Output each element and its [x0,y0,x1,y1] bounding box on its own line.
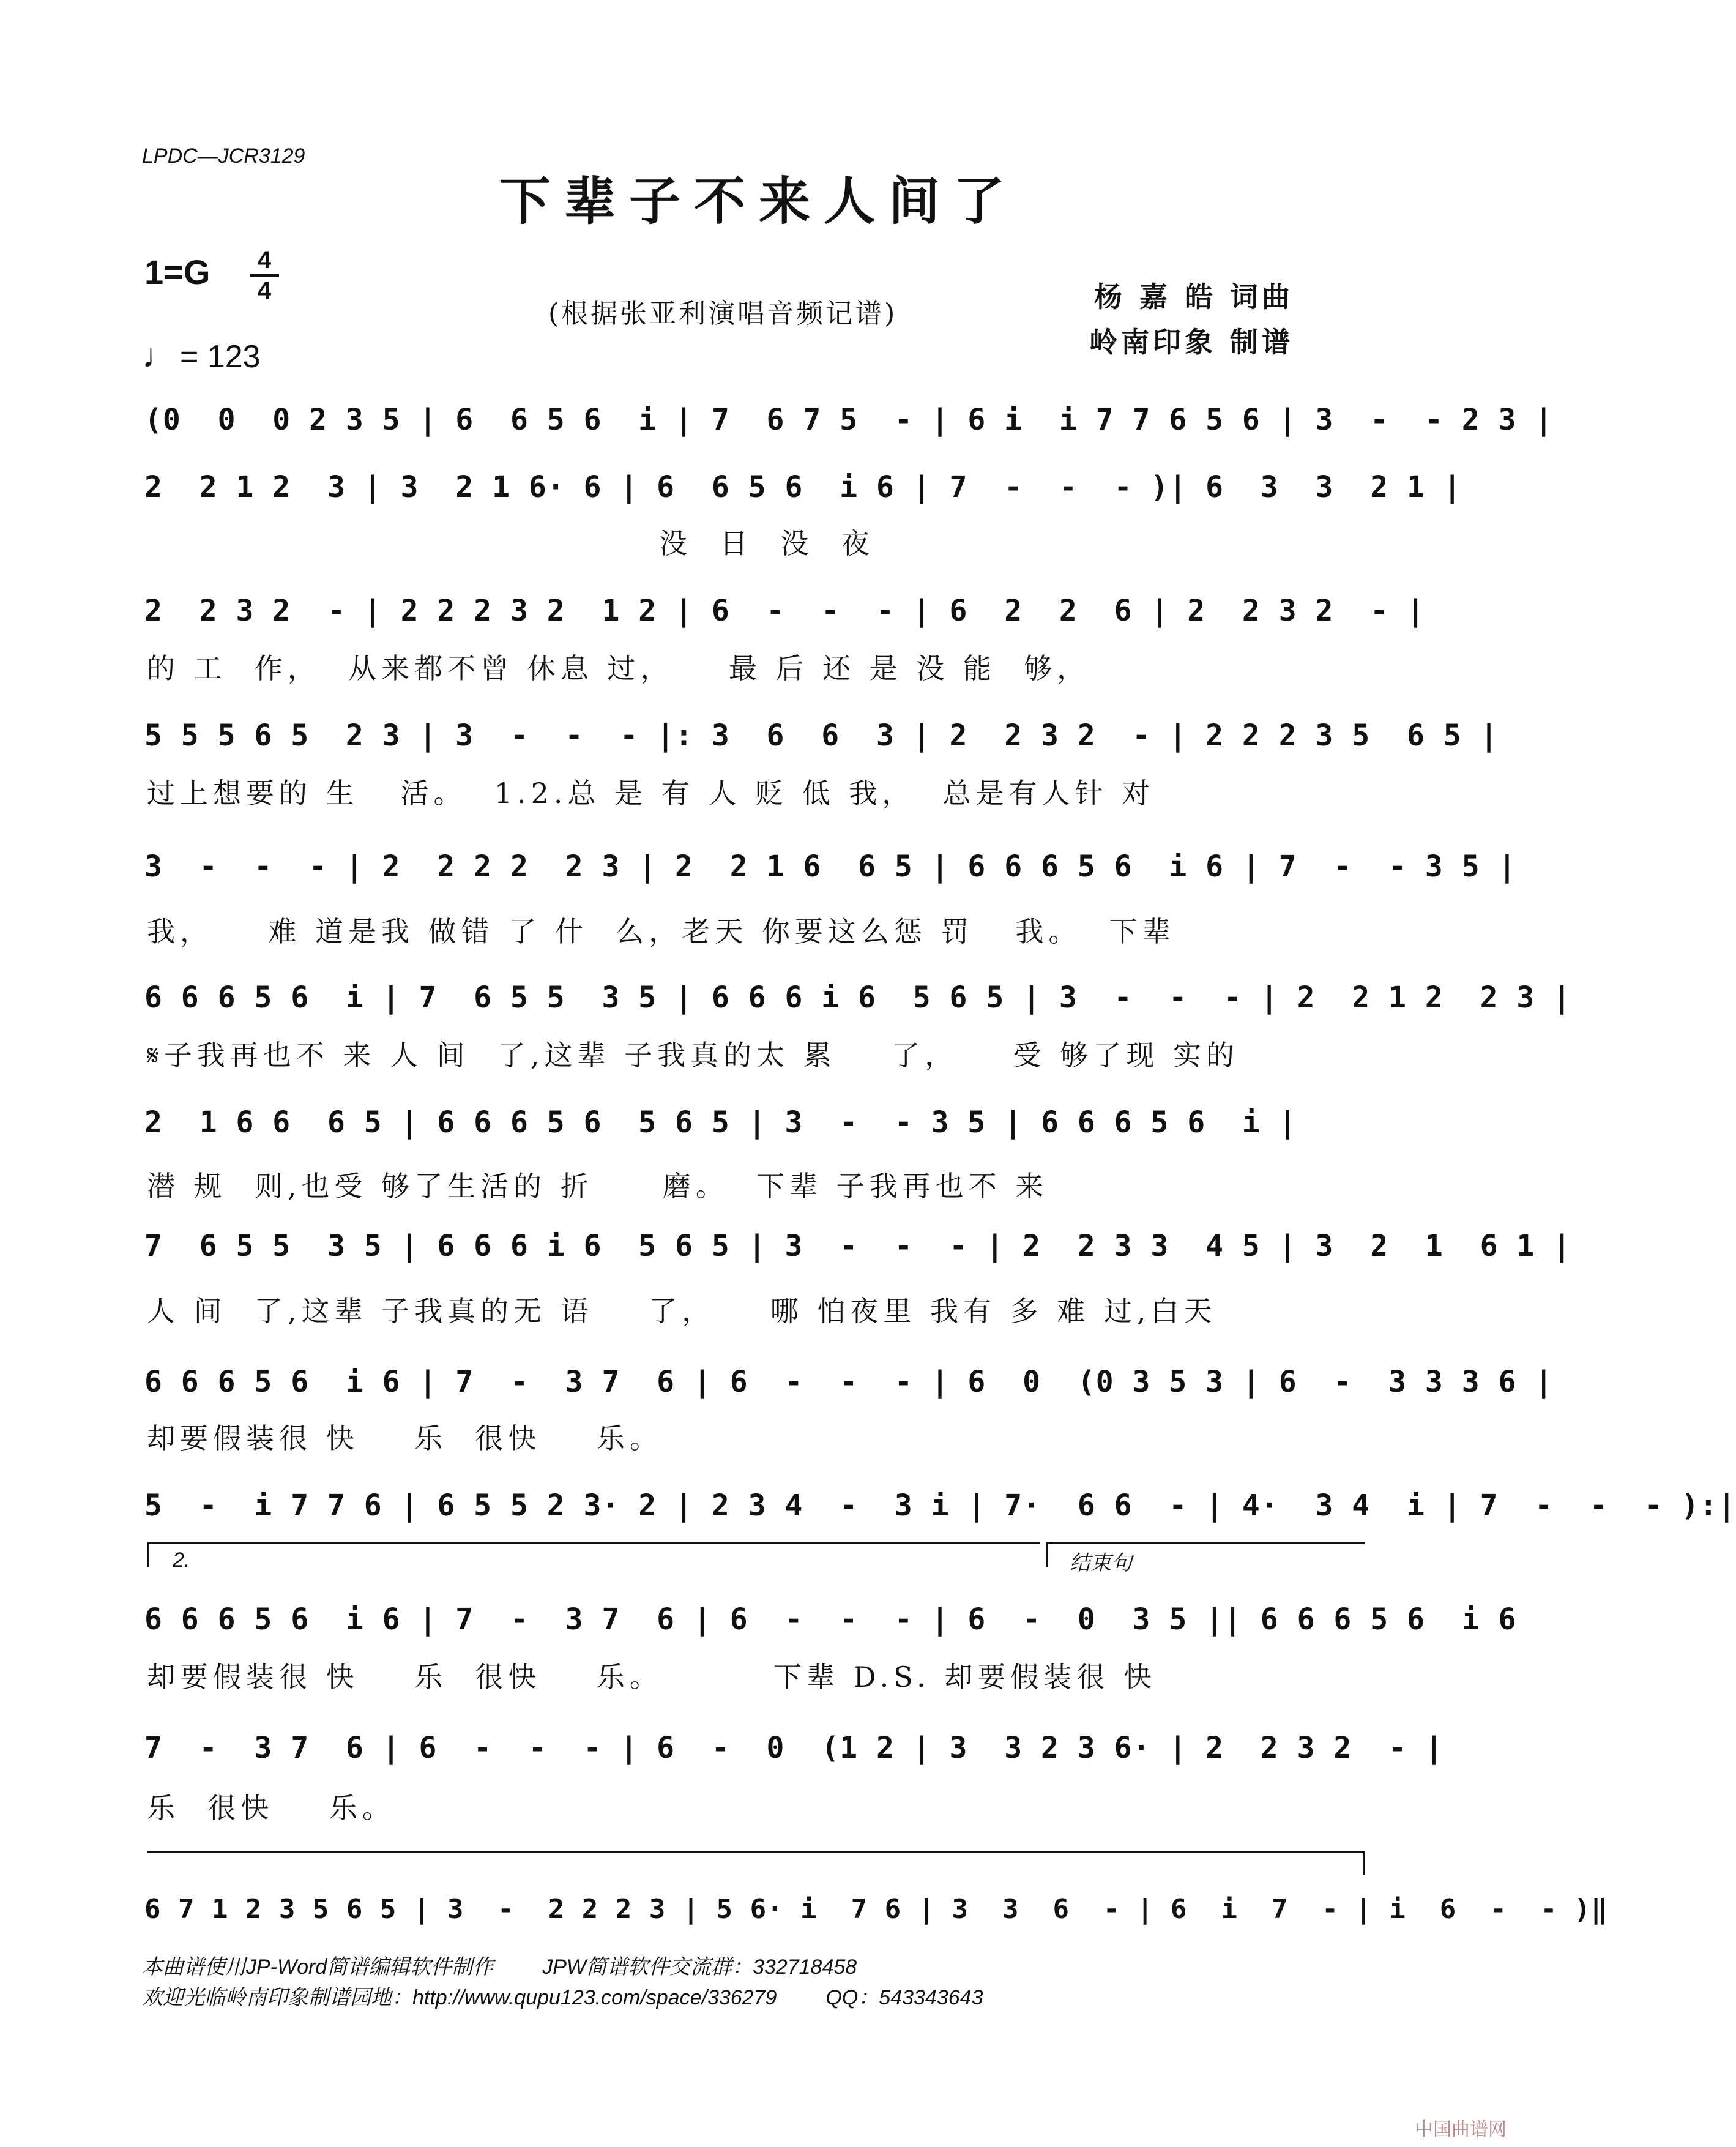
credit-lyrics-music: 杨 嘉 皓 词曲 [1093,280,1294,313]
footer-qq: QQ：543343643 [825,1986,983,2009]
key-signature: 1=G [144,253,210,291]
coda-label: 结束句 [1070,1551,1132,1575]
score-row-music: 6 6 6 5 6 i | 7 6 5 5 3 5 | 6 6 6 i 6 5 6 5 | 3 - - - | 2 2 1 2 2 3 | [144,980,1572,1015]
score-row-music: 2 1 6 6 6 5 | 6 6 6 5 6 5 6 5 | 3 - - 3 5 | 6 6 6 5 6 i | [144,1105,1297,1140]
credit-arranger: 岭南印象 制谱 [1089,326,1294,359]
score-row-music: 2 2 3 2 - | 2 2 2 3 2 1 2 | 6 - - - | 6 2 2 6 | 2 2 3 2 - | [144,594,1425,628]
credits [1089,274,1294,365]
footer-line-2 [142,1981,983,2011]
score-row-music: 7 - 3 7 6 | 6 - - - | 6 - 0 (1 2 | 3 3 2 3 6· | 2 2 3 2 - | [144,1731,1444,1765]
score-row-lyric: 潜 规 则,也受 够了生活的 折 磨。 下辈 子我再也不 来 [147,1170,1049,1203]
score-row-lyric: 没 日 没 夜 [147,527,874,560]
meter-divider [250,274,279,277]
score-row-lyric: 乐 很快 乐。 [147,1791,395,1824]
meter-bottom: 4 [257,277,272,304]
score-row-lyric: 我， 难 道是我 做错 了 什 么，老天 你要这么惩 罚 我。 下辈 [147,915,1175,948]
quarter-note-icon: ♩ [142,336,176,375]
second-ending-bracket-left [147,1542,149,1567]
footer-group: JPW简谱软件交流群：332718458 [542,1955,857,1979]
ending-bracket-right [1363,1851,1365,1875]
score-row-music: (0 0 0 2 3 5 | 6 6 5 6 i | 7 6 7 5 - | 6 i i 7 7 6 5 6 | 3 - - 2 3 | [144,403,1554,437]
score-row-music: 6 6 6 5 6 i 6 | 7 - 3 7 6 | 6 - - - | 6 0 (0 3 5 3 | 6 - 3 3 3 6 | [144,1365,1554,1399]
score-row-music: 5 - i 7 7 6 | 6 5 5 2 3· 2 | 2 3 4 - 3 i | 7· 6 6 - | 4· 3 4 i | 7 - - - ):| [144,1488,1736,1523]
footer-software: 本曲谱使用JP-Word简谱编辑软件制作 [142,1955,494,1979]
ending-bracket [147,1851,1365,1853]
tempo-marking [142,335,261,375]
tempo-value: = 123 [180,339,261,375]
score-row-lyric: 却要假装很 快 乐 很快 乐。 [147,1422,663,1455]
score-row-music: 7 6 5 5 3 5 | 6 6 6 i 6 5 6 5 | 3 - - - | 2 2 3 3 4 5 | 3 2 1 6 1 | [144,1229,1572,1263]
footer-website: 欢迎光临岭南印象制谱园地：http://www.qupu123.com/space/336279 [142,1986,777,2009]
song-title: 下辈子不来人间了 [499,171,1018,231]
time-signature [250,247,279,304]
score-row-music: 6 6 6 5 6 i 6 | 7 - 3 7 6 | 6 - - - | 6 - 0 3 5 || 6 6 6 5 6 i 6 [144,1602,1517,1637]
score-row-music: 2 2 1 2 3 | 3 2 1 6· 6 | 6 6 5 6 i 6 | 7 - - - )| 6 3 3 2 1 | [144,470,1462,504]
score-row-lyric: 人 间 了,这辈 子我真的无 语 了， 哪 怕夜里 我有 多 难 过,白天 [147,1294,1217,1327]
score-row-lyric: 𝄋子我再也不 来 人 间 了,这辈 子我真的太 累 了， 受 够了现 实的 [147,1039,1239,1072]
score-row-music: 3 - - - | 2 2 2 2 2 3 | 2 2 1 6 6 5 | 6 6 6 5 6 i 6 | 7 - - 3 5 | [144,849,1517,884]
score-row-lyric: 却要假装很 快 乐 很快 乐。 下辈 D.S. 却要假装很 快 [147,1660,1157,1693]
second-ending-label: 2. [173,1548,190,1572]
score-row-lyric: 的 工 作， 从来都不曾 休息 过， 最 后 还 是 没 能 够， [147,652,1090,685]
score-code: LPDC—JCR3129 [142,144,305,168]
subtitle: (根据张亚利演唱音频记谱) [548,298,898,329]
meter-top: 4 [257,247,272,274]
second-ending-bracket [147,1542,1040,1544]
score-row-music: 6 7 1 2 3 5 6 5 | 3 - 2 2 2 3 | 5 6· i 7 6 | 3 3 6 - | 6 i 7 - | i 6 - - )‖ [144,1894,1608,1925]
footer-line-1 [142,1950,857,1980]
score-row-music: 5 5 5 6 5 2 3 | 3 - - - |: 3 6 6 3 | 2 2 3 2 - | 2 2 2 3 5 6 5 | [144,719,1499,753]
coda-bracket [1046,1542,1365,1544]
watermark: 中国曲谱网 [1415,2119,1507,2140]
score-row-lyric: 过上想要的 生 活。 1.2.总 是 有 人 贬 低 我， 总是有人针 对 [147,777,1155,810]
coda-bracket-left [1046,1542,1048,1567]
